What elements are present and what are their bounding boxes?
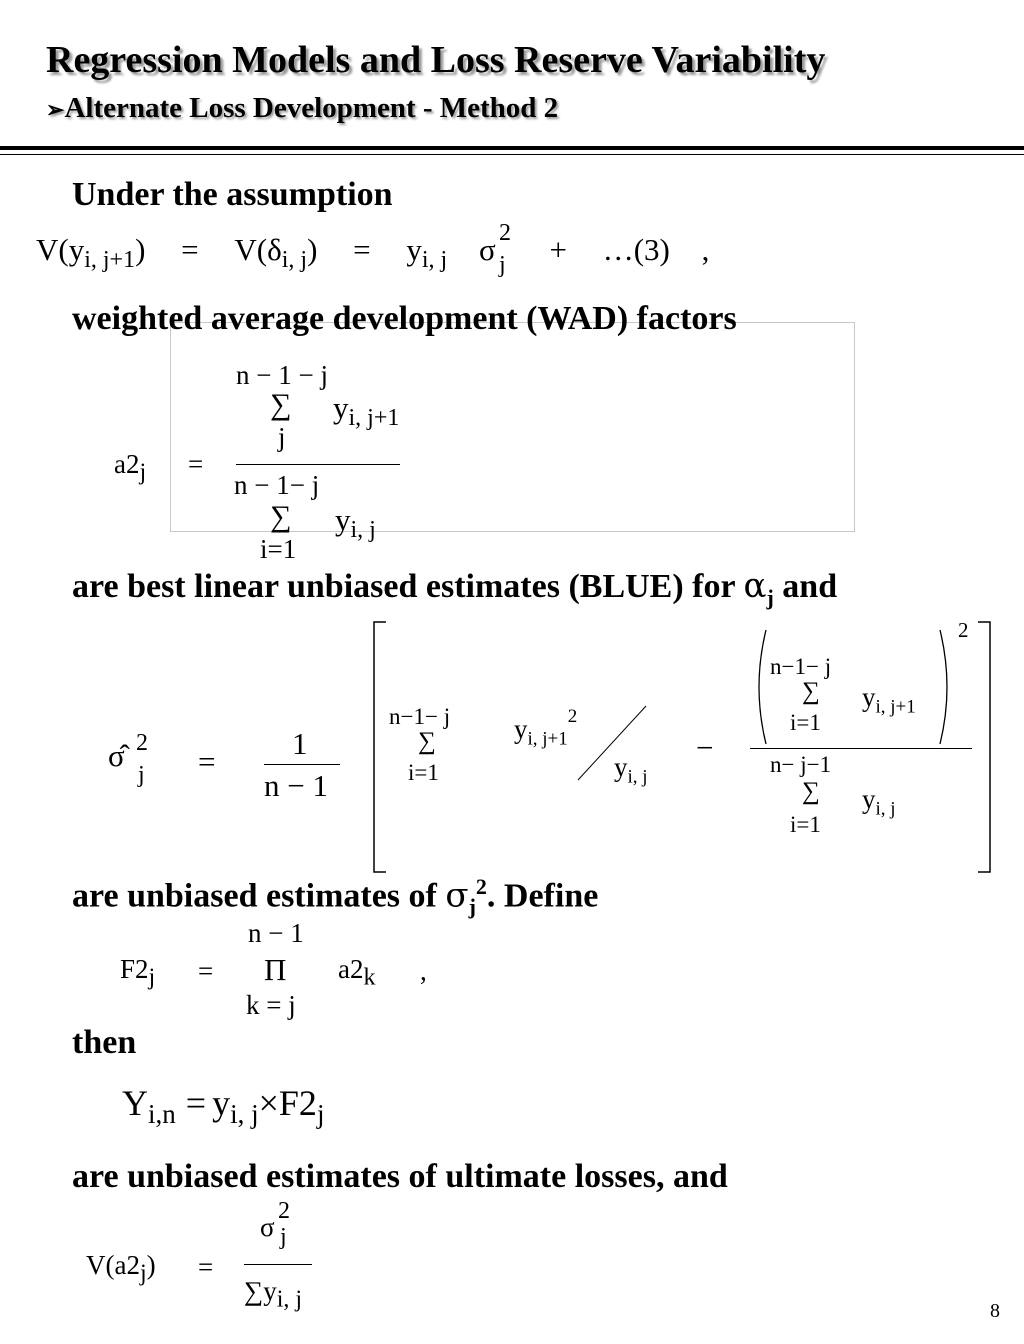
eq3-equals-1: = <box>181 232 199 267</box>
eq3-sigma-sup: 2 <box>498 220 511 246</box>
unbiased-text-pre: are unbiased estimates of <box>72 877 446 915</box>
eq3-sigma <box>478 220 511 278</box>
arrow-bullet-icon: ➢ <box>46 97 65 122</box>
ult-equals: = <box>185 1083 207 1123</box>
wad-num-y <box>333 390 399 432</box>
f2-index: k = j <box>246 990 296 1020</box>
text-under-assumption: Under the assumption <box>72 176 393 213</box>
slide-title: Regression Models and Loss Reserve Variability <box>46 39 826 81</box>
eq3-v-delta-close: ) <box>307 232 318 267</box>
term3-index: i=1 <box>790 812 821 837</box>
ult-times: × <box>258 1083 279 1123</box>
va2-numerator <box>260 1198 290 1250</box>
wad-lhs-sub: j <box>139 459 147 486</box>
term2-index: i=1 <box>790 710 821 735</box>
eq3-v-left: V(y <box>36 232 85 267</box>
wad-den-index: i=1 <box>260 534 297 564</box>
term2-y-sub: i, j+1 <box>875 696 916 718</box>
eq3-v-left-close: ) <box>135 232 146 267</box>
ult-lhs: Y <box>122 1083 148 1123</box>
va2-num-sup: 2 <box>278 1198 290 1224</box>
header-rule-thin <box>0 154 1024 155</box>
sigma-hat-lhs <box>108 730 148 788</box>
f2-limit: n − 1 <box>248 918 304 948</box>
blue-text-pre: are best linear unbiased estimates (BLUE) for <box>72 568 744 605</box>
ult-f2: F2 <box>278 1083 317 1123</box>
term1-denominator <box>614 752 648 788</box>
left-bracket <box>368 620 392 874</box>
va2-lhs-sub: j <box>139 1260 147 1287</box>
eq3-v-delta: V(δ <box>234 232 282 267</box>
f2-lhs <box>120 954 155 991</box>
wad-num-index: j <box>278 422 286 452</box>
va2-den-sub: i, j <box>276 1286 303 1313</box>
sigma-hat-equals: = <box>198 744 216 779</box>
term2-right-paren <box>936 628 958 746</box>
term3-y-sub: i, j <box>875 798 896 820</box>
sigma-sup: 2 <box>475 874 487 899</box>
f2-term-sub: k <box>363 964 376 991</box>
va2-lhs-v: V(a2 <box>86 1250 140 1280</box>
term1-den-sub: i, j <box>627 766 648 788</box>
eq3-v-left-sub: i, j+1 <box>84 247 136 274</box>
eq3-sigma-sub: j <box>498 252 506 278</box>
blue-text-post: and <box>773 568 838 605</box>
wad-num-y-symbol: y <box>333 390 349 425</box>
wad-den-y-symbol: y <box>335 502 351 537</box>
wad-lhs-a2: a2 <box>114 449 140 479</box>
term2-sigma-icon: ∑ <box>802 678 820 705</box>
sigma-hat-sup: 2 <box>136 730 148 756</box>
va2-num-sub: j <box>280 1224 287 1250</box>
wad-fraction-bar <box>236 464 400 465</box>
wad-den-y-sub: i, j <box>350 517 376 544</box>
term1-numerator <box>514 706 578 750</box>
text-ultimate-losses: are unbiased estimates of ultimate losses, and <box>72 1158 728 1195</box>
ult-lhs-sub: i,n <box>148 1099 176 1130</box>
term2-left-paren <box>748 628 770 746</box>
eq3-y: y <box>406 232 422 267</box>
wad-lhs <box>114 449 146 486</box>
header-rule-thick <box>0 146 1024 150</box>
sigma-sub: j <box>468 894 476 920</box>
wad-den-y <box>335 502 376 544</box>
term1-num-sup: 2 <box>567 706 578 727</box>
term2-y <box>862 682 916 718</box>
term3-sigma-icon: ∑ <box>802 778 820 805</box>
alpha-symbol: α <box>743 566 767 606</box>
wad-equals: = <box>188 449 204 479</box>
va2-fraction-bar <box>244 1264 312 1265</box>
wad-num-limit: n − 1 − j <box>236 360 328 390</box>
f2-lhs-sub: j <box>148 964 156 991</box>
f2-equals: = <box>198 956 214 986</box>
term2-fraction-bar <box>750 748 972 749</box>
f2-term-symbol: a2 <box>338 954 364 984</box>
alpha-sub: j <box>766 584 774 610</box>
sigma-hat-frac-den: n − 1 <box>264 768 328 803</box>
page-number: 8 <box>990 1300 1000 1322</box>
term3-limit: n− j−1 <box>770 752 832 777</box>
ult-f2-sub: j <box>316 1099 325 1130</box>
sigma-hat-symbol: σ̂ <box>108 738 125 773</box>
term1-sigma-icon: ∑ <box>418 728 436 755</box>
term3-y-symbol: y <box>862 784 876 814</box>
text-unbiased-sigma <box>72 874 598 920</box>
eq3-sigma-symbol: σ <box>478 232 496 267</box>
subtitle-text: Alternate Loss Development - Method 2 <box>64 92 559 124</box>
term1-den-y: y <box>614 752 628 782</box>
va2-den-y: y <box>263 1276 277 1306</box>
text-blue-estimates <box>72 566 837 611</box>
wad-den-limit: n − 1− j <box>234 470 320 500</box>
sigma-hat-frac-num: 1 <box>292 726 308 761</box>
unbiased-text-post: . Define <box>486 877 599 915</box>
equation-ultimate <box>122 1082 324 1130</box>
eq3-reference: …(3) <box>602 232 670 267</box>
f2-product-icon: Π <box>264 952 287 987</box>
eq3-y-sub: i, j <box>421 247 448 274</box>
right-bracket <box>972 620 996 874</box>
term2-limit: n−1− j <box>770 654 832 679</box>
term1-num-y: y <box>514 714 528 744</box>
sigma-hat-frac-bar <box>264 764 340 765</box>
wad-den-sigma-icon: ∑ <box>270 500 292 533</box>
term1-limit: n−1− j <box>389 704 451 729</box>
term2-square: 2 <box>958 618 969 642</box>
va2-num-sigma: σ <box>260 1212 275 1242</box>
f2-term <box>338 954 375 991</box>
va2-lhs <box>86 1250 156 1287</box>
sigma-symbol: σ <box>445 875 469 916</box>
eq3-plus: + <box>549 232 567 267</box>
va2-lhs-close: ) <box>146 1250 156 1280</box>
eq3-v-delta-sub: i, j <box>281 247 308 274</box>
f2-comma: , <box>420 956 427 986</box>
f2-lhs-symbol: F2 <box>120 954 149 984</box>
term2-y-symbol: y <box>862 682 876 712</box>
wad-num-sigma-icon: ∑ <box>270 388 292 421</box>
va2-den-sum-icon: ∑ <box>244 1276 264 1306</box>
eq3-comma: , <box>701 232 710 267</box>
equation-variance-assumption <box>36 220 710 278</box>
ult-y-sub: i, j <box>230 1099 259 1130</box>
sigma-hat-sub: j <box>138 762 145 788</box>
eq3-equals-2: = <box>353 232 371 267</box>
text-wad-factors: weighted average development (WAD) factors <box>72 300 737 337</box>
va2-equals: = <box>198 1252 214 1282</box>
ult-y: y <box>212 1083 231 1123</box>
sigma-hat-minus: − <box>696 730 714 765</box>
va2-denominator <box>244 1276 302 1313</box>
term3-y <box>862 784 896 820</box>
text-then: then <box>72 1024 137 1061</box>
term1-index: i=1 <box>408 760 439 785</box>
term1-num-sub: i, j+1 <box>527 728 568 750</box>
slide-subtitle <box>46 92 558 125</box>
wad-num-y-sub: i, j+1 <box>348 405 400 432</box>
